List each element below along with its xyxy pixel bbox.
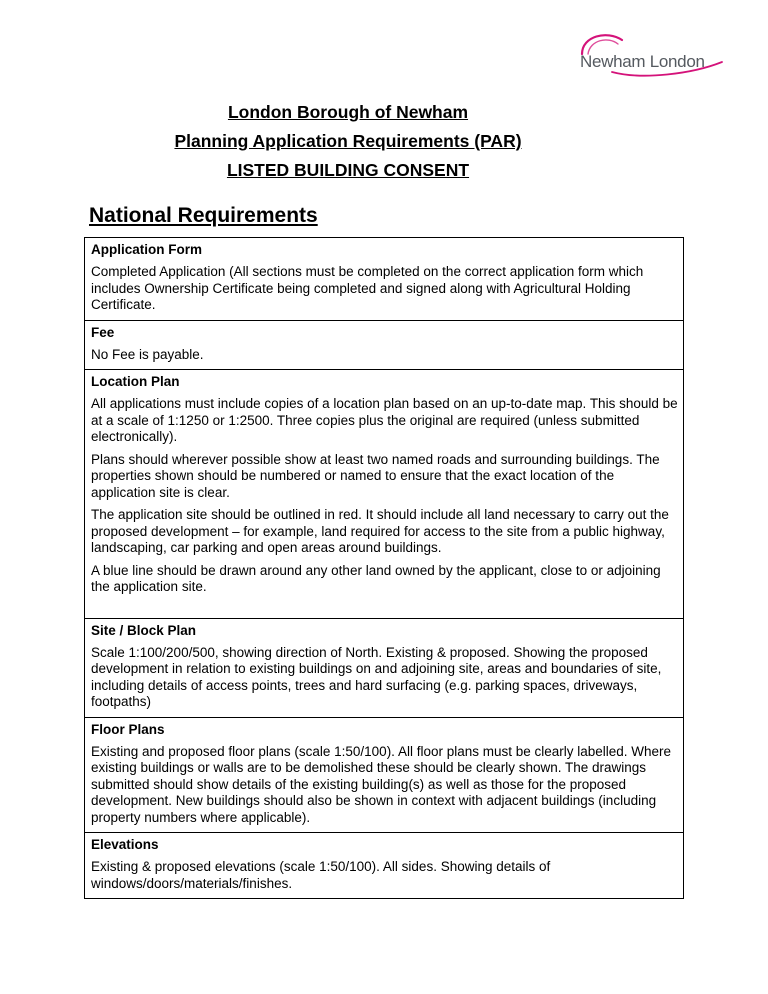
requirement-title: Site / Block Plan	[91, 622, 197, 638]
title-consent-type: LISTED BUILDING CONSENT	[226, 160, 470, 180]
requirement-text: Existing & proposed elevations (scale 1:50/100). All sides. Showing details of windows/doors/materials/finishes.	[91, 859, 551, 891]
requirement-text: Scale 1:100/200/500, showing direction of North. Existing & proposed. Showing the proposed development in relation to existing buildings on and adjoining site, areas and boundaries of site, including details of access points, trees and hard surfacing (e.g. parking spaces, driveways, footpaths)	[91, 644, 662, 709]
section-heading: National Requirements	[89, 204, 318, 227]
title-par: Planning Application Requirements (PAR)	[174, 131, 522, 151]
requirement-text: Plans should wherever possible show at least two named roads and surrounding buildings. The properties shown should be numbered or named to ensure that the exact location of the application site is clear.	[91, 451, 660, 500]
requirement-application-form	[85, 238, 683, 321]
title-borough: London Borough of Newham	[227, 102, 469, 122]
requirement-floor-plans	[85, 718, 683, 834]
requirement-title: Floor Plans	[91, 721, 165, 737]
requirement-title: Fee	[91, 324, 115, 340]
requirement-location-plan	[85, 370, 683, 619]
requirement-text: A blue line should be drawn around any other land owned by the applicant, close to or adjoining the application site.	[91, 562, 661, 594]
requirement-text: Existing and proposed floor plans (scale 1:50/100). All floor plans must be clearly labelled. Where existing buildings or walls are to be demolished these should be clearly shown. The drawings submitted should show details of the existing building(s) as well as those for the proposed development. New buildings should also be shown in context with adjacent buildings (including property numbers where applicable).	[91, 743, 672, 825]
newham-logo	[552, 28, 732, 78]
requirement-title: Elevations	[91, 837, 159, 852]
requirement-title: Application Form	[91, 242, 202, 257]
logo-text: Newham London	[580, 52, 705, 71]
requirements-table	[84, 237, 684, 899]
requirement-text: All applications must include copies of a location plan based on an up-to-date map. This should be at a scale of 1:1250 or 1:2500. Three copies plus the original are required (unless submitted electronically).	[91, 396, 678, 444]
requirement-site-block-plan	[85, 619, 683, 718]
requirement-text: Completed Application (All sections must be completed on the correct application form which includes Ownership Certificate being completed and signed along with Agricultural Holding Certificate.	[91, 264, 644, 312]
requirement-fee	[85, 321, 683, 371]
requirement-elevations	[85, 833, 683, 898]
document-titles	[0, 98, 696, 185]
requirement-text: No Fee is payable.	[91, 346, 204, 362]
requirement-title: Location Plan	[91, 374, 180, 389]
requirement-text: The application site should be outlined in red. It should include all land necessary to carry out the proposed development – for example, land required for access to the site from a public highway, landscaping, car parking and open areas around buildings.	[91, 507, 669, 555]
